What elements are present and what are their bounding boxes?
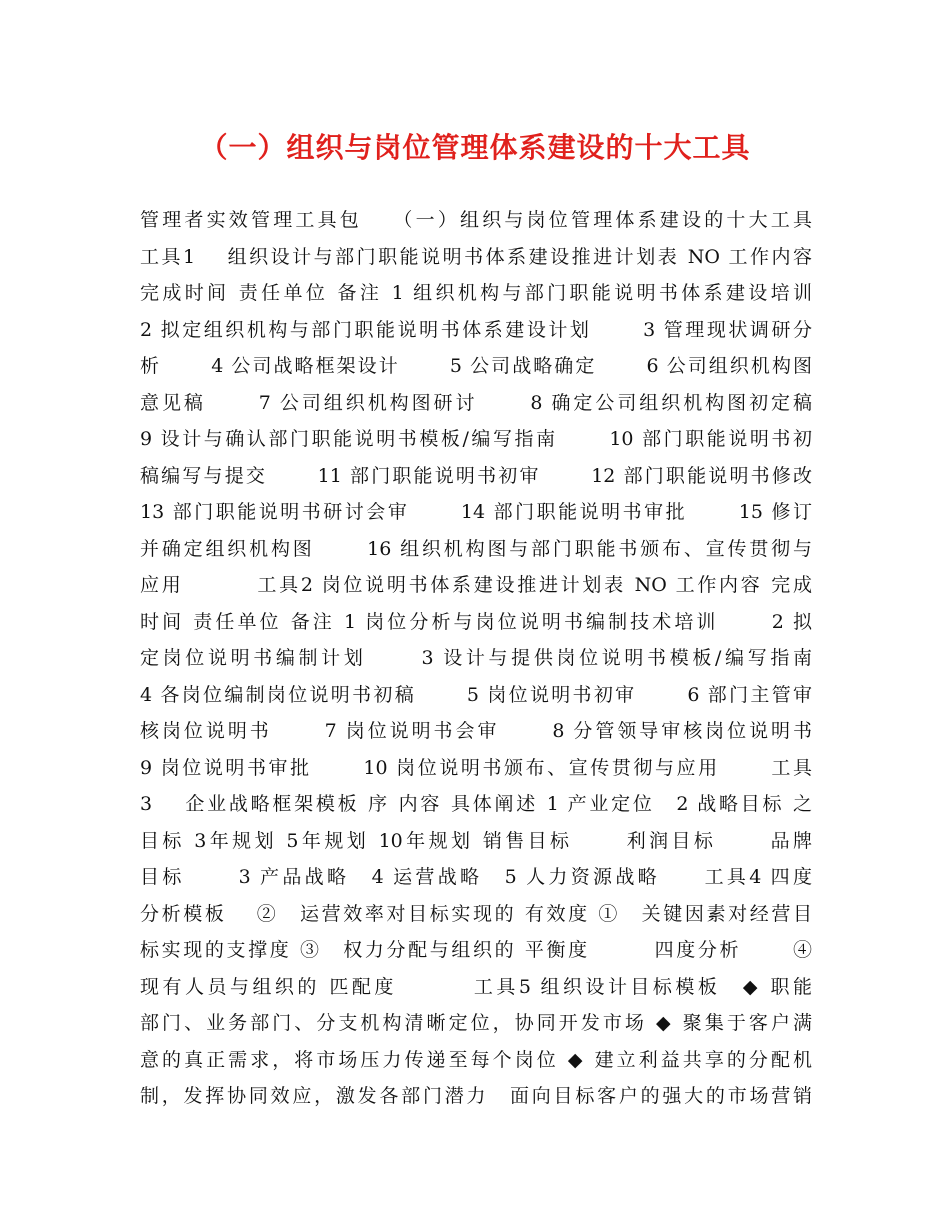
body-line: 定岗位说明书编制计划 3 设计与提供岗位说明书模板/编写指南 xyxy=(140,647,812,669)
body-line: 稿编写与提交 11 部门职能说明书初审 12 部门职能说明书修改 xyxy=(140,464,812,487)
body-line: 制，发挥协同效应，激发各部门潜力 面向目标客户的强大的市场营销 xyxy=(140,1085,812,1107)
body-line: 工具1 组织设计与部门职能说明书体系建设推进计划表 NO 工作内容 xyxy=(140,245,812,268)
body-line: 意见稿 7 公司组织机构图研讨 8 确定公司组织机构图初定稿 xyxy=(140,391,812,414)
body-line: 目标 3 产品战略 4 运营战略 5 人力资源战略 工具4 四度 xyxy=(140,866,812,888)
body-line: 管理者实效管理工具包 （一）组织与岗位管理体系建设的十大工具 xyxy=(140,209,812,231)
body-line: 分析模板 ② 运营效率对目标实现的 有效度 ① 关键因素对经营目 xyxy=(140,902,812,925)
document-title: （一）组织与岗位管理体系建设的十大工具 xyxy=(199,131,751,164)
body-line: 9 设计与确认部门职能说明书模板/编写指南 10 部门职能说明书初 xyxy=(140,428,812,450)
body-line: 核岗位说明书 7 岗位说明书会审 8 分管领导审核岗位说明书 xyxy=(140,720,812,742)
body-line: 4 各岗位编制岗位说明书初稿 5 岗位说明书初审 6 部门主管审 xyxy=(140,683,812,706)
body-line: 2 拟定组织机构与部门职能说明书体系建设计划 3 管理现状调研分 xyxy=(140,318,812,341)
body-line: 应用 工具2 岗位说明书体系建设推进计划表 NO 工作内容 完成 xyxy=(140,574,812,596)
body-line: 现有人员与组织的 匹配度 工具5 组织设计目标模板 ◆ 职能 xyxy=(140,975,812,998)
body-line: 13 部门职能说明书研讨会审 14 部门职能说明书审批 15 修订 xyxy=(140,501,812,523)
body-line: 标实现的支撑度 ③ 权力分配与组织的 平衡度 四度分析 ④ xyxy=(140,939,812,961)
body-line: 析 4 公司战略框架设计 5 公司战略确定 6 公司组织机构图 xyxy=(140,355,812,377)
body-line: 9 岗位说明书审批 10 岗位说明书颁布、宣传贯彻与应用 工具 xyxy=(140,756,812,779)
document-body xyxy=(140,202,812,1115)
body-line: 时间 责任单位 备注 1 岗位分析与岗位说明书编制技术培训 2 拟 xyxy=(140,610,812,633)
body-line: 目标 3年规划 5年规划 10年规划 销售目标 利润目标 品牌 xyxy=(140,829,812,852)
body-line: 意的真正需求，将市场压力传递至每个岗位 ◆ 建立利益共享的分配机 xyxy=(140,1048,812,1071)
body-line: 部门、业务部门、分支机构清晰定位，协同开发市场 ◆ 聚集于客户满 xyxy=(140,1012,812,1034)
body-line: 3 企业战略框架模板 序 内容 具体阐述 1 产业定位 2 战略目标 之 xyxy=(140,793,812,815)
body-line: 完成时间 责任单位 备注 1 组织机构与部门职能说明书体系建设培训 xyxy=(140,282,812,304)
body-line: 并确定组织机构图 16 组织机构图与部门职能书颁布、宣传贯彻与 xyxy=(140,537,812,560)
